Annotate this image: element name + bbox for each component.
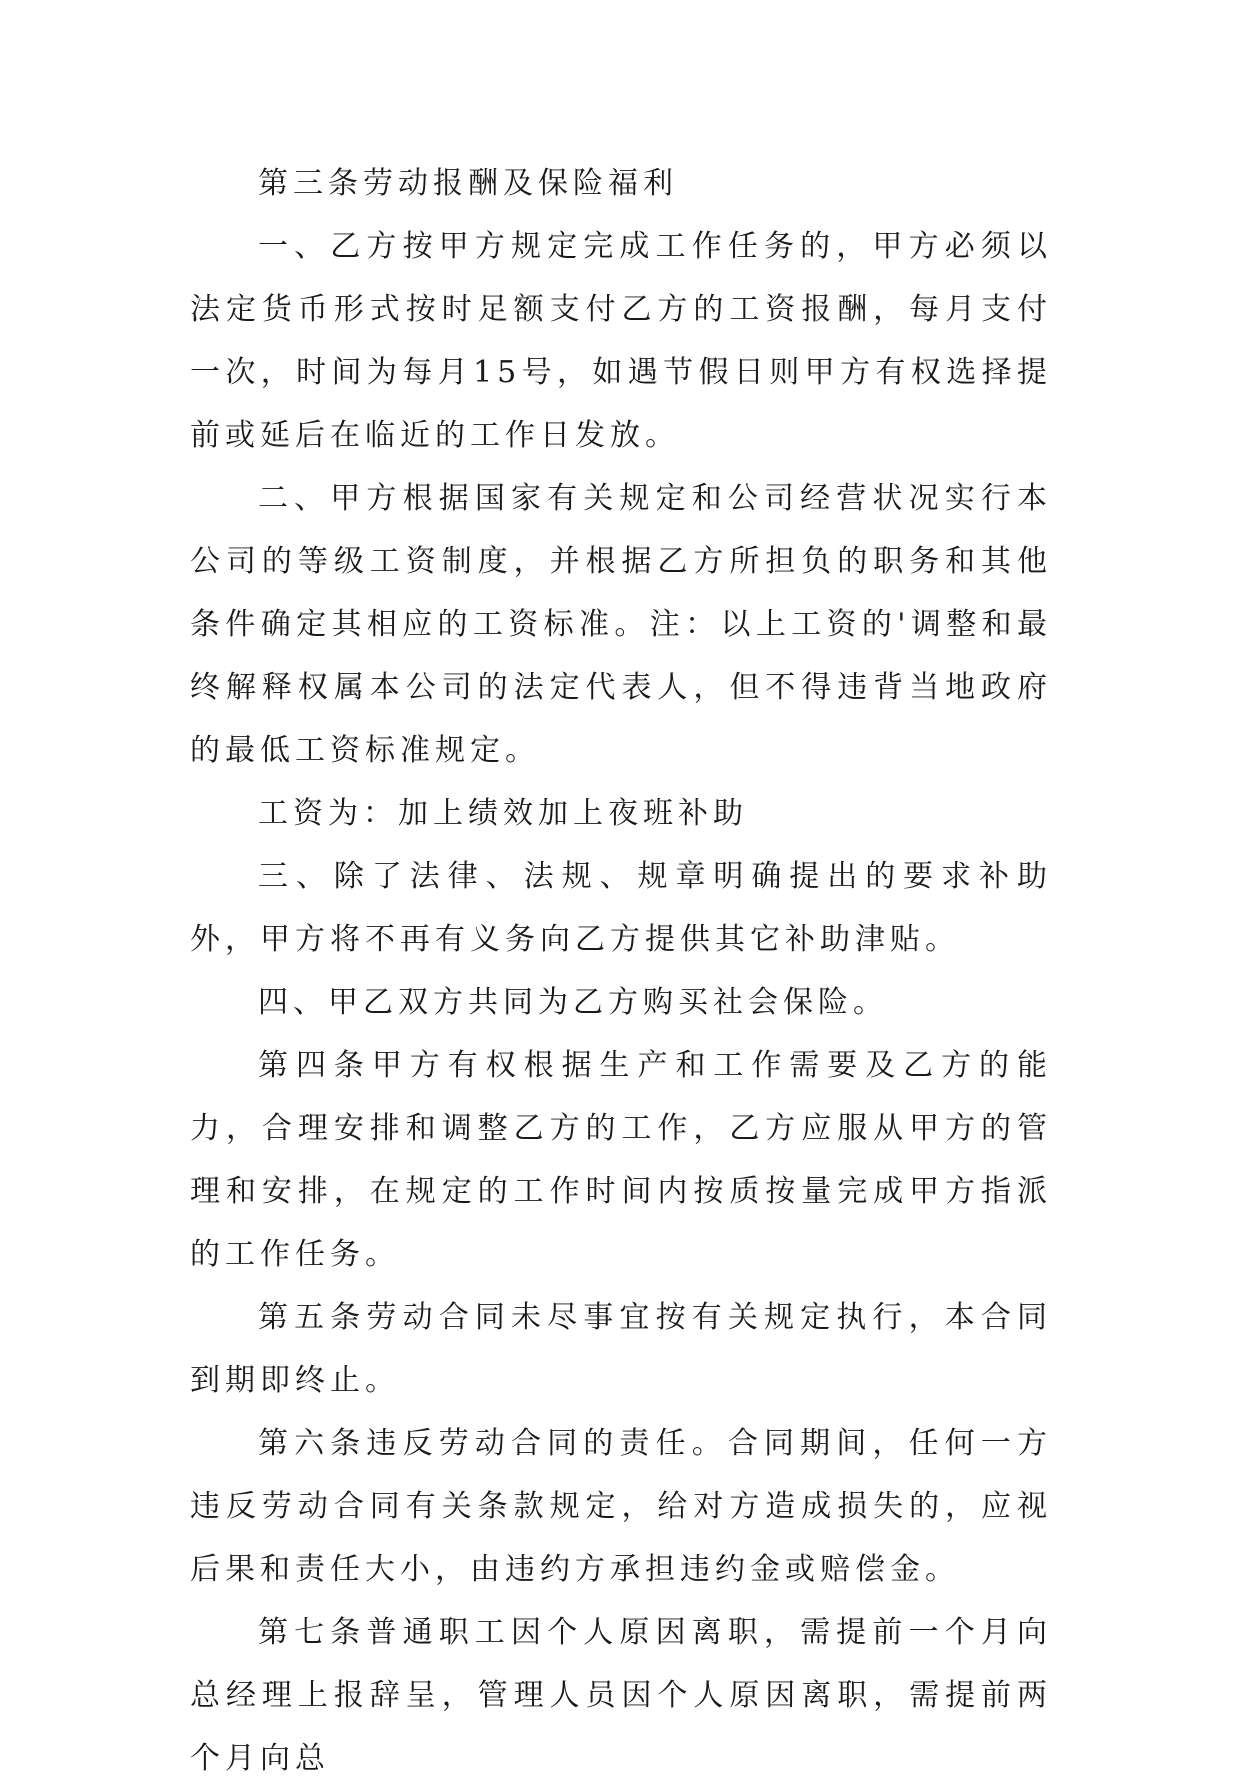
- article-3-clause-2: 二、甲方根据国家有关规定和公司经营状况实行本公司的等级工资制度，并根据乙方所担负的职务和其他条件确定其相应的工资标准。注：以上工资的'调整和最终解释权属本公司的法定代表人，但不得违背当地政府的最低工资标准规定。: [190, 481, 1052, 768]
- article-7: 第七条普通职工因个人原因离职，需提前一个月向总经理上报辞呈，管理人员因个人原因离职，需提前两个月向总: [190, 1615, 1052, 1776]
- article-5: 第五条劳动合同未尽事宜按有关规定执行，本合同到期即终止。: [190, 1300, 1052, 1398]
- article-3-heading: 第三条劳动报酬及保险福利: [258, 166, 678, 201]
- article-4: 第四条甲方有权根据生产和工作需要及乙方的能力，合理安排和调整乙方的工作，乙方应服从甲方的管理和安排，在规定的工作时间内按质按量完成甲方指派的工作任务。: [190, 1048, 1052, 1272]
- article-3-clause-4: 四、甲乙双方共同为乙方购买社会保险。: [258, 985, 888, 1020]
- article-3-clause-1: 一、乙方按甲方规定完成工作任务的，甲方必须以法定货币形式按时足额支付乙方的工资报酬，每月支付一次，时间为每月15号，如遇节假日则甲方有权选择提前或延后在临近的工作日发放。: [190, 229, 1052, 453]
- document-body: [190, 152, 1052, 1790]
- article-6: 第六条违反劳动合同的责任。合同期间，任何一方违反劳动合同有关条款规定，给对方造成损失的，应视后果和责任大小，由违约方承担违约金或赔偿金。: [190, 1426, 1052, 1587]
- salary-composition: 工资为：加上绩效加上夜班补助: [258, 796, 748, 831]
- article-3-clause-3: 三、除了法律、法规、规章明确提出的要求补助外，甲方将不再有义务向乙方提供其它补助津贴。: [190, 859, 1052, 957]
